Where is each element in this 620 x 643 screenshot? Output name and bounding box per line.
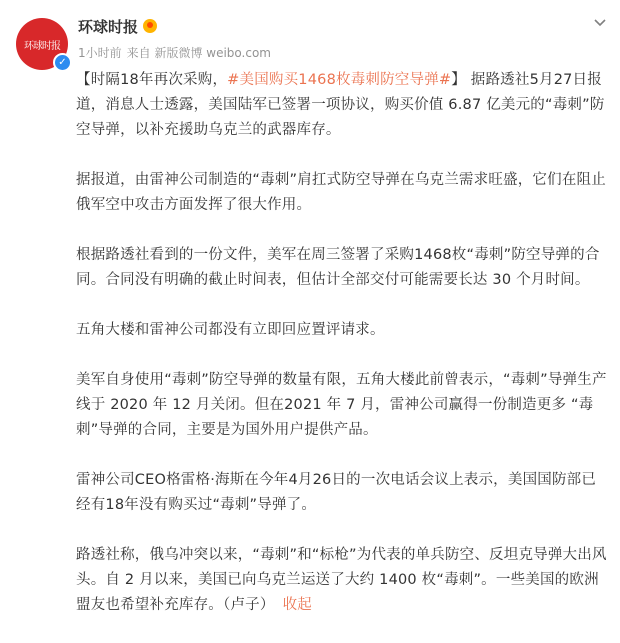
lead-close: 】 bbox=[451, 72, 466, 88]
paragraph-4: 五角大楼和雷神公司都没有立即回应置评请求。 bbox=[76, 322, 385, 338]
hashtag-link[interactable]: #美国购买1468枚毒刺防空导弹# bbox=[227, 72, 452, 88]
paragraph-1-text: 据路透社5月27日报道，消息人士透露，美国陆军已签署一项协议，购买价值 6.87 亿美元的“毒刺”防空导弹，以补充援助乌克兰的武器库存。 bbox=[76, 72, 605, 138]
verified-icon: ✓ bbox=[53, 53, 72, 72]
chevron-down-icon[interactable] bbox=[592, 14, 608, 30]
post-body bbox=[76, 68, 608, 643]
paragraph-2: 据报道，由雷神公司制造的“毒刺”肩扛式防空导弹在乌克兰需求旺盛，它们在阻止俄军空中攻击方面发挥了很大作用。 bbox=[76, 172, 606, 213]
paragraph-6: 雷神公司CEO格雷格·海斯在今年4月26日的一次电话会议上表示，美国国防部已经有18年没有购买过“毒刺”导弹了。 bbox=[76, 472, 597, 513]
paragraph-5: 美军自身使用“毒刺”防空导弹的数量有限，五角大楼此前曾表示，“毒刺”导弹生产线于 2020 年 12 月关闭。但在2021 年 7 月，雷神公司赢得一份制造更多 “毒刺”导弹的合同，主要是为国外用户提供产品。 bbox=[76, 372, 607, 438]
post-time[interactable]: 1小时前 bbox=[78, 46, 122, 60]
author-name-text[interactable]: 环球时报 bbox=[78, 18, 139, 36]
paragraph-3: 根据路透社看到的一份文件，美军在周三签署了采购1468枚“毒刺”防空导弹的合同。合同没有明确的截止时间表，但估计全部交付可能需要长达 30 个月时间。 bbox=[76, 247, 600, 288]
author-name[interactable] bbox=[78, 16, 157, 37]
avatar-text: 环球时报 bbox=[24, 40, 60, 52]
paragraph-7 bbox=[76, 543, 608, 618]
vip-badge-icon bbox=[143, 19, 157, 33]
paragraph-1 bbox=[76, 68, 608, 143]
paragraph-7-text: 路透社称，俄乌冲突以来，“毒刺”和“标枪”为代表的单兵防空、反坦克导弹大出风头。自 2 月以来，美国已向乌克兰运送了大约 1400 枚“毒刺”。一些美国的欧洲盟友也希望补充库存。（卢子） bbox=[76, 547, 607, 613]
post-meta bbox=[78, 44, 276, 61]
lead-open: 【时隔18年再次采购， bbox=[76, 72, 228, 88]
collapse-link[interactable]: 收起 bbox=[282, 597, 312, 613]
post-source[interactable]: 来自 新版微博 weibo.com bbox=[126, 46, 271, 60]
